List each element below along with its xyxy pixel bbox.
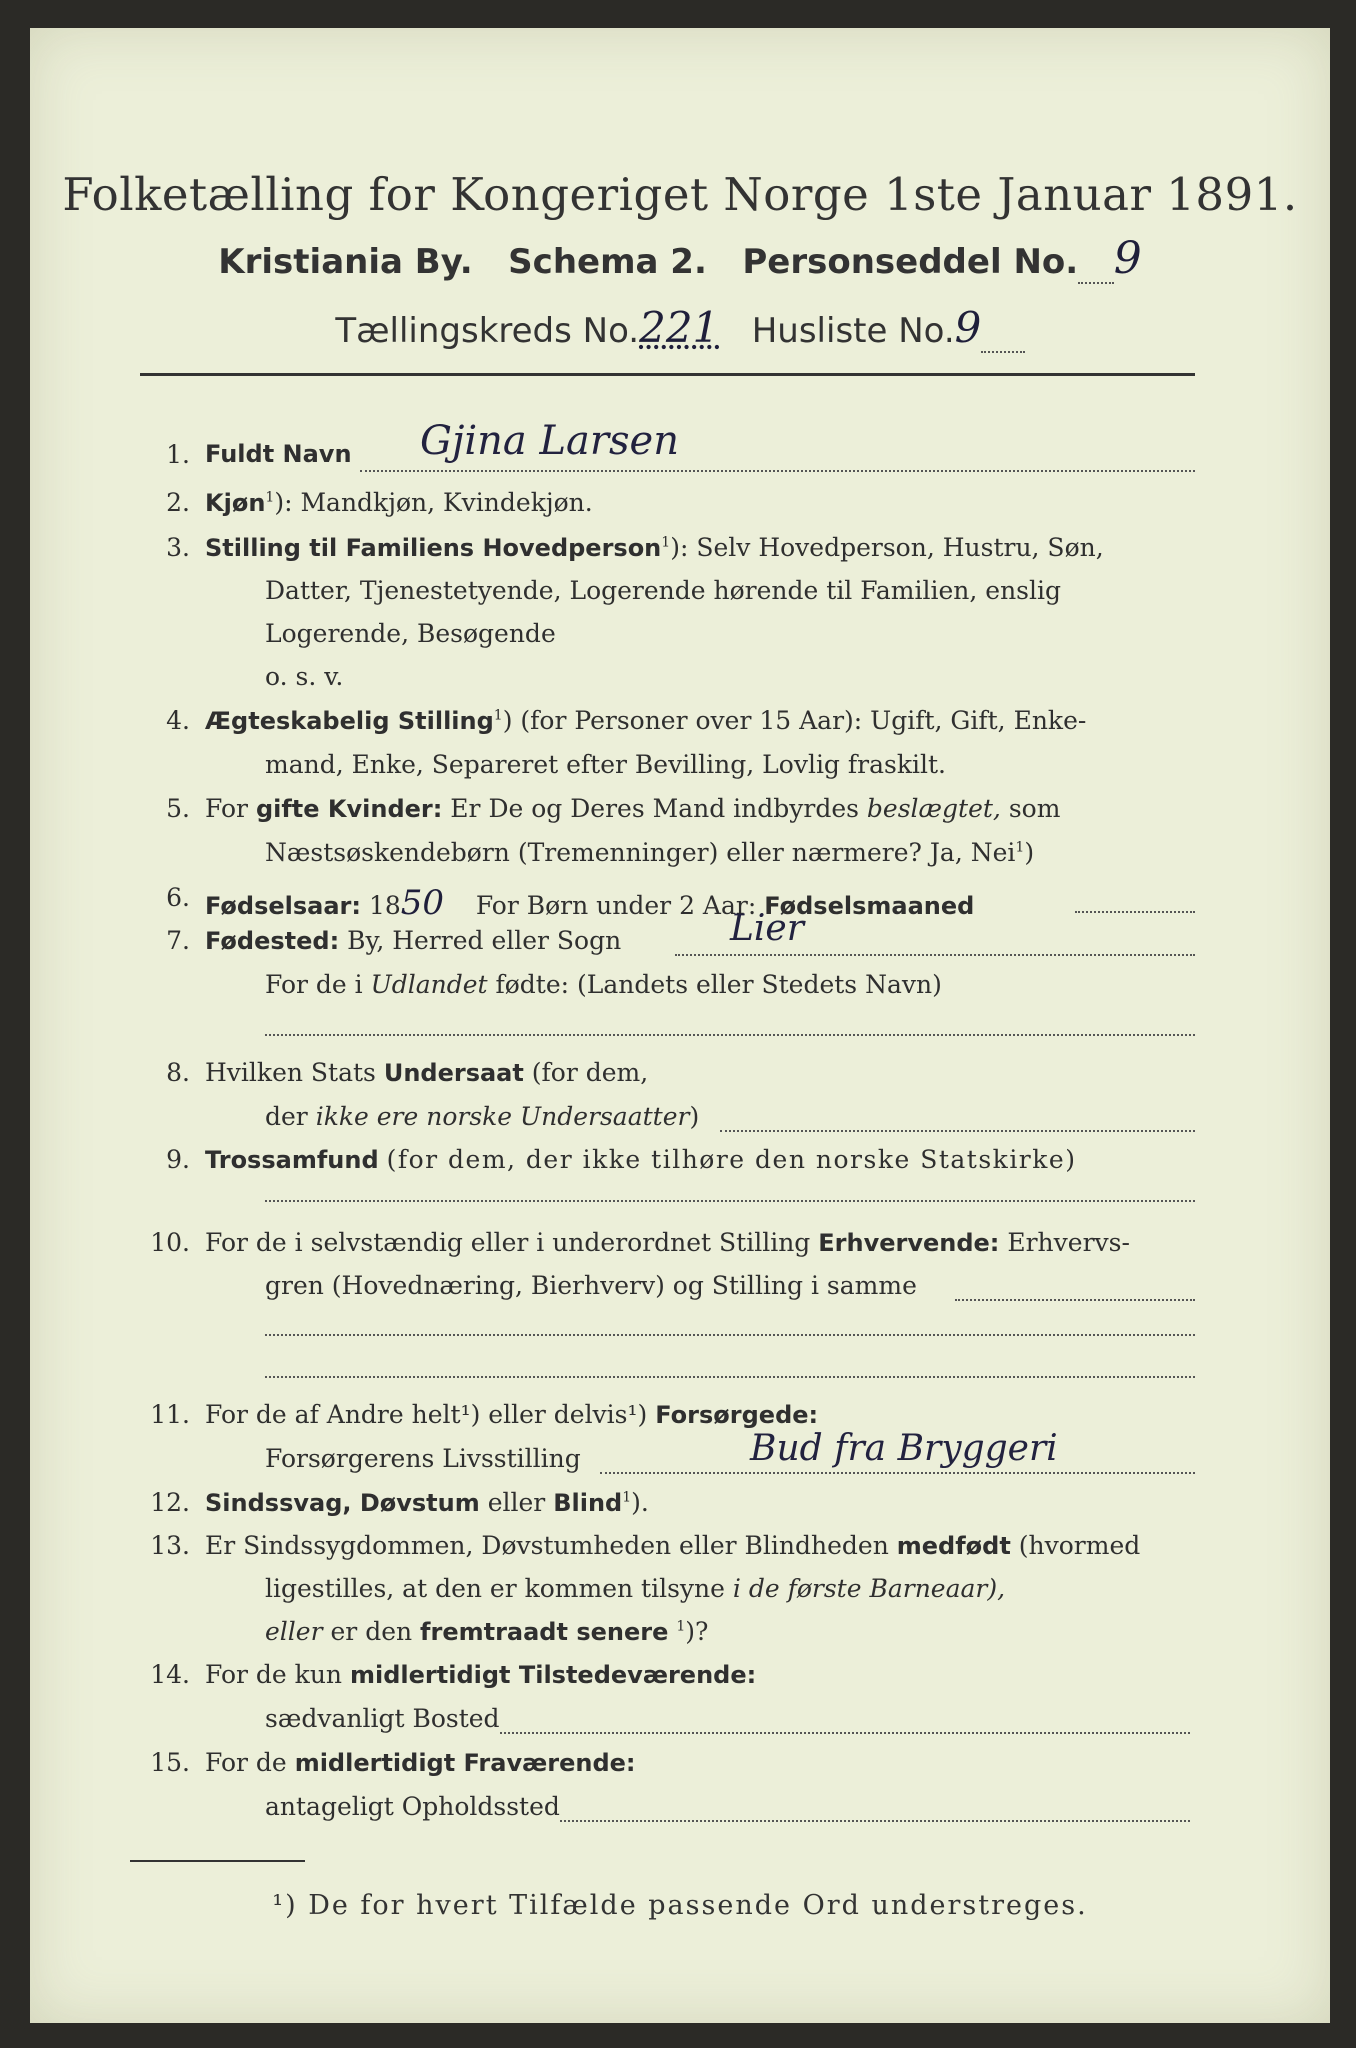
dotted-line bbox=[500, 1732, 1190, 1734]
form-title: Folketælling for Kongeriget Norge 1ste Januar 1891. bbox=[62, 168, 1298, 221]
dotted-line bbox=[265, 1200, 1195, 1202]
dotted-line bbox=[720, 1130, 1195, 1132]
birth-year-value: 50 bbox=[400, 883, 445, 923]
census-form: Folketælling for Kongeriget Norge 1ste Januar 1891. Kristiania By. Schema 2. Personseddel No. 9 Tællingskreds No.221 Husliste No.9 1. Fuldt Navn Gjina Larsen 2. Kjøn$^1$): Mandkjøn, Kvindekjøn. 3. Stilling til Familiens Hovedperson$^1$): Selv Hovedperson, Hustru, Søn, Datter, Tjenestetyende, Logerende hørende til Familien, enslig Logerende, Besøgende o. s. v. 4. Ægteskabelig Stilling$^1$) (for Personer over 15 Aar): Ugift, Gift, Enke- mand, Enke, Separeret efter Bevilling, Lovlig fraskilt. 5. For gifte Kvinder: Er De og Deres Mand indbyrdes beslægtet, som Næstsøskendebørn (Tremenninger) eller nærmere? Ja, Nei$^1$) 6. Fødselsaar: 1850 For Børn under 2 Aar: Fødselsmaaned 7. Fødested: By, Herred eller Sogn Lier For de i Udlandet fødte: (Landets eller Stedets Navn) 8. Hvilken Stats Undersaat (for dem, der ikke ere norske Undersaatter) 9. Trossamfund (for dem, der ikke tilhøre den norske Statskirke) 10. For de i selvstændig eller i underordnet Stilling Erhvervende: Erhvervs- gren (Hovednæring, Bierhverv) og Stilling i samme 11. For de af Andre helt¹) eller delvis¹) Forsørgede: Forsørgerens Livsstilling Bud fra Bryggeri 12. Sindssvag, Døvstum eller Blind$^1$). 13. Er Sindssygdommen, Døvstumheden eller Blindheden medfødt (hvormed ligestilles, at den er kommen tilsyne i de første Barneaar), eller er den fremtraadt senere $^1$)? 14. For de kun midlertidigt Tilstedeværende: sædvanligt Bosted 15. For de midlertidigt Fraværende: antageligt Opholdssted ¹) De for hvert Tilfælde passende Ord understreges. bbox=[30, 28, 1330, 2023]
provider-occupation-value: Bud fra Bryggeri bbox=[750, 1428, 1058, 1469]
footnote: ¹) De for hvert Tilfælde passende Ord understreges. bbox=[272, 1890, 1088, 1921]
dotted-line bbox=[600, 1472, 1195, 1474]
name-value: Gjina Larsen bbox=[420, 418, 679, 464]
form-subtitle: Kristiania By. Schema 2. Personseddel No. 9 bbox=[218, 233, 1142, 284]
personseddel-number: 9 bbox=[1113, 233, 1142, 284]
footnote-rule bbox=[130, 1860, 305, 1862]
dotted-line bbox=[560, 1820, 1190, 1822]
dotted-line bbox=[265, 1034, 1195, 1036]
dotted-line bbox=[265, 1376, 1195, 1378]
tellingskreds-number: 221 bbox=[639, 303, 720, 352]
birthplace-value: Lier bbox=[730, 908, 804, 949]
dotted-line bbox=[1075, 911, 1195, 913]
dotted-line bbox=[955, 1299, 1195, 1301]
dotted-line bbox=[265, 1334, 1195, 1336]
husliste-number: 9 bbox=[954, 303, 982, 352]
form-district-line: Tællingskreds No.221 Husliste No.9 bbox=[30, 303, 1330, 352]
header-rule bbox=[140, 373, 1195, 376]
dotted-line bbox=[360, 470, 1195, 472]
dotted-line bbox=[675, 954, 1195, 956]
